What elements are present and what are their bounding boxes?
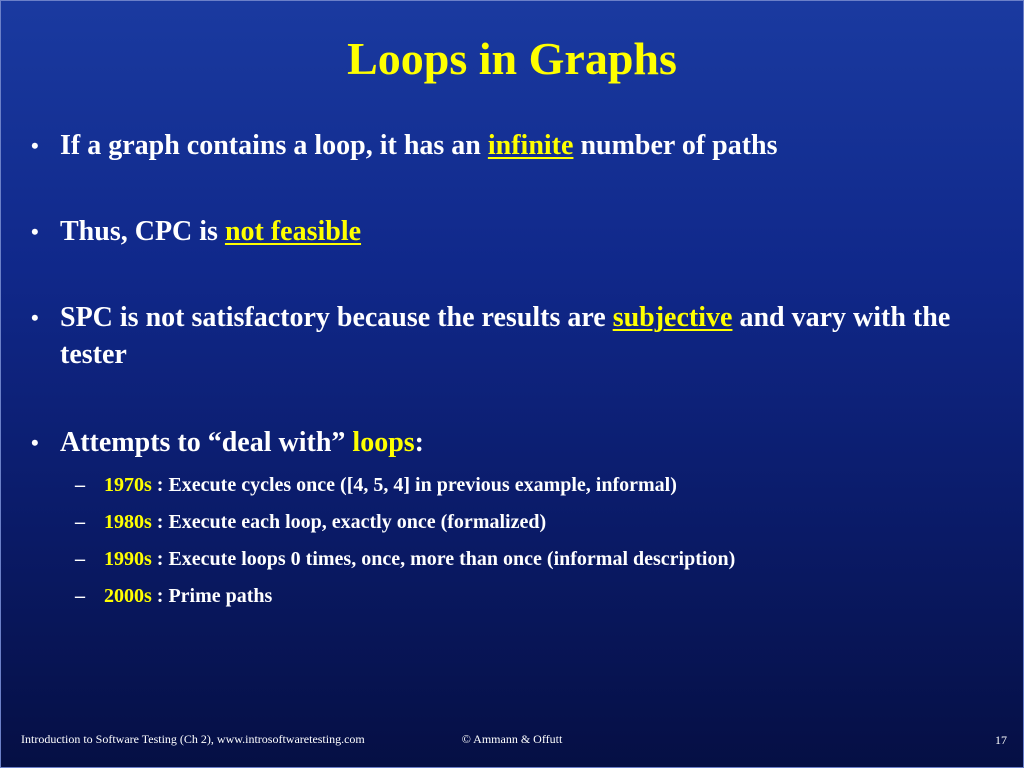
- sub-bullet-item: [31, 504, 983, 541]
- bullet-text: If a graph contains a loop, it has an: [60, 130, 488, 161]
- bullet-highlight: subjective: [612, 302, 733, 333]
- era-label: 1980s: [104, 511, 152, 533]
- bullet-highlight: loops: [352, 427, 415, 458]
- footer-copyright: © Ammann & Offutt: [461, 732, 563, 746]
- era-label: 1970s: [104, 474, 152, 496]
- dash-marker: –: [75, 585, 85, 607]
- dash-marker: –: [75, 511, 85, 533]
- footer-course-info: Introduction to Software Testing (Ch 2), www.introsoftwaretesting.com: [21, 732, 365, 746]
- sub-bullet-text: : Prime paths: [151, 585, 273, 607]
- bullet-marker: •: [31, 133, 39, 158]
- era-label: 1990s: [104, 548, 152, 570]
- bullet-text: and vary with the tester: [60, 302, 951, 370]
- era-label: 2000s: [104, 585, 152, 607]
- bullet-item: [31, 127, 983, 164]
- sub-bullet-item: [31, 467, 983, 504]
- sub-bullet-item: [31, 578, 983, 615]
- sub-bullet-item: [31, 541, 983, 578]
- bullet-marker: •: [31, 219, 39, 244]
- bullet-highlight: infinite: [487, 130, 574, 161]
- sub-bullet-text: : Execute loops 0 times, once, more than once (informal description): [151, 548, 736, 570]
- bullet-text: number of paths: [573, 130, 778, 161]
- page-number: 17: [995, 733, 1007, 747]
- bullet-text: SPC is not satisfactory because the results are: [60, 302, 613, 333]
- sub-bullet-list: [31, 467, 983, 615]
- bullet-item: [31, 299, 983, 373]
- bullet-item: [31, 213, 983, 250]
- bullet-item: [31, 424, 983, 461]
- bullet-text: Attempts to “deal with”: [60, 427, 353, 458]
- dash-marker: –: [75, 548, 85, 570]
- bullet-list: [31, 127, 983, 615]
- sub-bullet-text: : Execute cycles once ([4, 5, 4] in previous example, informal): [151, 474, 677, 496]
- bullet-marker: •: [31, 430, 39, 455]
- slide-title: Loops in Graphs: [347, 33, 677, 84]
- bullet-marker: •: [31, 305, 39, 330]
- sub-bullet-text: : Execute each loop, exactly once (formalized): [151, 511, 547, 533]
- bullet-text: :: [414, 427, 424, 458]
- bullet-text: Thus, CPC is: [60, 216, 225, 247]
- dash-marker: –: [75, 474, 85, 496]
- bullet-highlight: not feasible: [224, 216, 362, 247]
